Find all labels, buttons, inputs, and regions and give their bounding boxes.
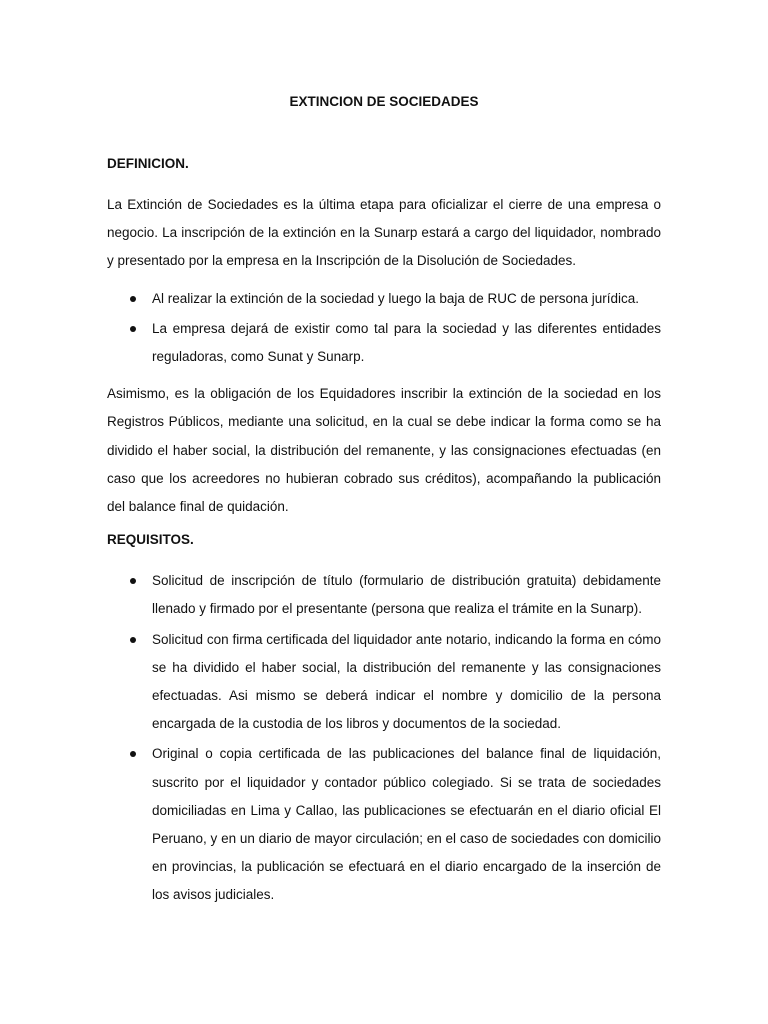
requisitos-bullet-list bbox=[107, 567, 661, 909]
bullet-icon bbox=[130, 296, 136, 302]
bullet-text: Solicitud de inscripción de título (formulario de distribución gratuita) debidamente llenado y firmado por el presentante (persona que realiza el trámite en la Sunarp). bbox=[152, 573, 661, 617]
definicion-bullet-list bbox=[107, 285, 661, 372]
bullet-icon bbox=[130, 578, 136, 584]
list-item bbox=[107, 740, 661, 909]
definicion-heading: DEFINICION. bbox=[107, 156, 189, 171]
bullet-icon bbox=[130, 637, 136, 643]
bullet-icon bbox=[130, 326, 136, 332]
list-item bbox=[107, 285, 661, 313]
bullet-text: La empresa dejará de existir como tal para la sociedad y las diferentes entidades reguladoras, como Sunat y Sunarp. bbox=[152, 320, 661, 365]
list-item bbox=[107, 567, 661, 623]
bullet-text: Original o copia certificada de las publicaciones del balance final de liquidación, suscrito por el liquidador y contador público colegiado. Si se trata de sociedades domiciliadas en Lima y Callao, las publicaciones se efectuarán en el diario oficial El Peruano, y en un diario de mayor circulación; en el caso de sociedades con domicilio en provincias, la publicación se efectuará en el diario encargado de la inserción de los avisos judiciales. bbox=[152, 746, 661, 903]
definicion-paragraph: La Extinción de Sociedades es la última etapa para oficializar el cierre de una empresa o negocio. La inscripción de la extinción en la Sunarp estará a cargo del liquidador, nombrado y presentado por la empresa en la Inscripción de la Disolución de Sociedades. bbox=[107, 197, 661, 269]
asimismo-paragraph: Asimismo, es la obligación de los Equidadores inscribir la extinción de la sociedad en los Registros Públicos, mediante una solicitud, en la cual se debe indicar la forma como se ha dividido el haber social, la distribución del remanente, y las consignaciones efectuadas (en caso que los acreedores no hubieran cobrado sus créditos), acompañando la publicación del balance final de quidación. bbox=[107, 386, 661, 515]
bullet-text: Solicitud con firma certificada del liquidador ante notario, indicando la forma en cómo se ha dividido el haber social, la distribución del remanente y las consignaciones efectuadas. Asi mismo se deberá indicar el nombre y domicilio de la persona encargada de la custodia de los libros y documentos de la sociedad. bbox=[152, 631, 661, 732]
list-item bbox=[107, 626, 661, 739]
bullet-text: Al realizar la extinción de la sociedad y luego la baja de RUC de persona jurídica. bbox=[152, 290, 640, 306]
list-item bbox=[107, 315, 661, 371]
document-title: EXTINCION DE SOCIEDADES bbox=[289, 94, 479, 109]
requisitos-heading: REQUISITOS. bbox=[107, 532, 194, 548]
document-body bbox=[107, 92, 661, 919]
bullet-icon bbox=[130, 751, 136, 757]
